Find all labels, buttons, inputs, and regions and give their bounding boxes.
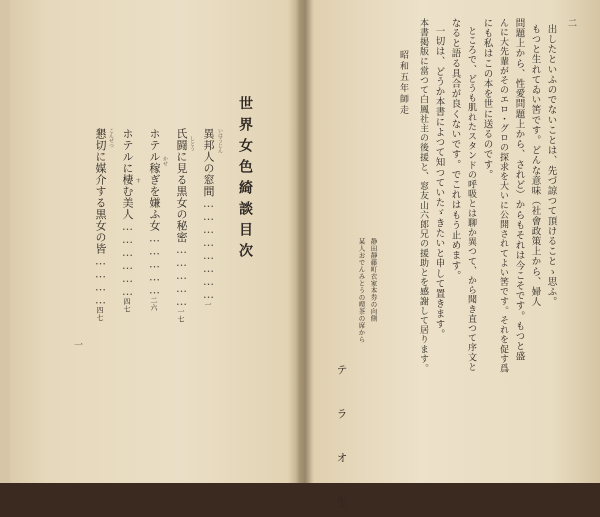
page-number-left: 一 <box>72 340 82 349</box>
book-gutter <box>296 0 314 483</box>
paragraph-line: にも私はこの本を世に送るのです。 <box>481 18 493 180</box>
author-signature: テ ラ オ 生 <box>335 364 348 517</box>
toc-leader-dots: …………… <box>148 231 161 297</box>
paragraph-line: もつと生れてゐい筈です。どんな意味（社會政策上から、婦人 <box>529 24 541 307</box>
toc-entry[interactable] <box>149 128 160 312</box>
paragraph-line: んに大先輩がそのエロ・グロの探求を大いに公開されてよい筈です。それを促す爲 <box>498 18 508 374</box>
toc-entry-label: ホテル稼ぎを嫌ふ女 <box>148 128 161 232</box>
address-line: 静田靜藤町衣家本券の向側 <box>369 238 378 322</box>
page-number-right: 二 <box>566 18 576 27</box>
toc-entry[interactable] <box>203 128 214 309</box>
toc-leader-dots: ……………… <box>121 220 134 298</box>
ruby-annotation: いはうじん <box>217 128 223 153</box>
toc-leader-dots: …………… <box>175 243 188 308</box>
toc-entry-label: 異邦人の窓間 <box>202 128 215 197</box>
toc-entry-page: 四七 <box>96 306 104 322</box>
paragraph-line: なると語る具合が良くないです。でこれはもう止めます。 <box>449 18 461 281</box>
toc-entry-page: 一 <box>204 301 212 309</box>
address-line: 某人おでんみとうの喫茶の席から <box>357 238 366 343</box>
ruby-annotation: かせ <box>162 156 168 166</box>
toc-entry[interactable] <box>95 128 106 322</box>
ruby-annotation: こんせつ <box>108 128 114 148</box>
toc-entry-page: 四七 <box>123 298 131 313</box>
paragraph-line: 一切は、どうか本書によつて知つていたゞきたいと申して置きます。 <box>433 26 445 340</box>
toc-entry-label: 氏闘に見る黒女の秘密 <box>175 128 188 243</box>
toc-entry-label: 懇切に媒介する黒女の皆 <box>94 128 107 255</box>
paragraph-line: 出したといふのでないことは、先づ諒つて頂けることゝ思ふ。 <box>545 24 557 307</box>
toc-entry-label: ホテルに棲む美人 <box>121 128 134 220</box>
toc-entry-page: 一七 <box>177 308 185 323</box>
toc-entry-page: 二六 <box>150 296 158 312</box>
toc-title: 世界女色綺談目次 <box>237 96 253 264</box>
paragraph-line: 本書掲版に當つて白鳳社主の後援と、窓友山六郎兄の援助とを感謝して居ります。 <box>418 18 428 374</box>
ruby-annotation: す <box>135 178 141 183</box>
toc-leader-dots: …………………… <box>202 197 215 301</box>
date-line: 昭和五年師走 <box>398 50 408 116</box>
toc-leader-dots: ………… <box>94 254 107 307</box>
toc-entry[interactable] <box>122 128 133 313</box>
page-edges <box>0 0 10 483</box>
toc-entry[interactable] <box>176 128 187 323</box>
paragraph-line: 問題上から、性愛問題上から、されど）からもそれは今こそです。もつと盛 <box>513 18 525 362</box>
ruby-annotation: しとう <box>189 136 195 151</box>
paragraph-line: ところで、どうも肌れたスタンドの呼吸とは聊か異つて、から聞き直つて序文と <box>466 26 476 372</box>
